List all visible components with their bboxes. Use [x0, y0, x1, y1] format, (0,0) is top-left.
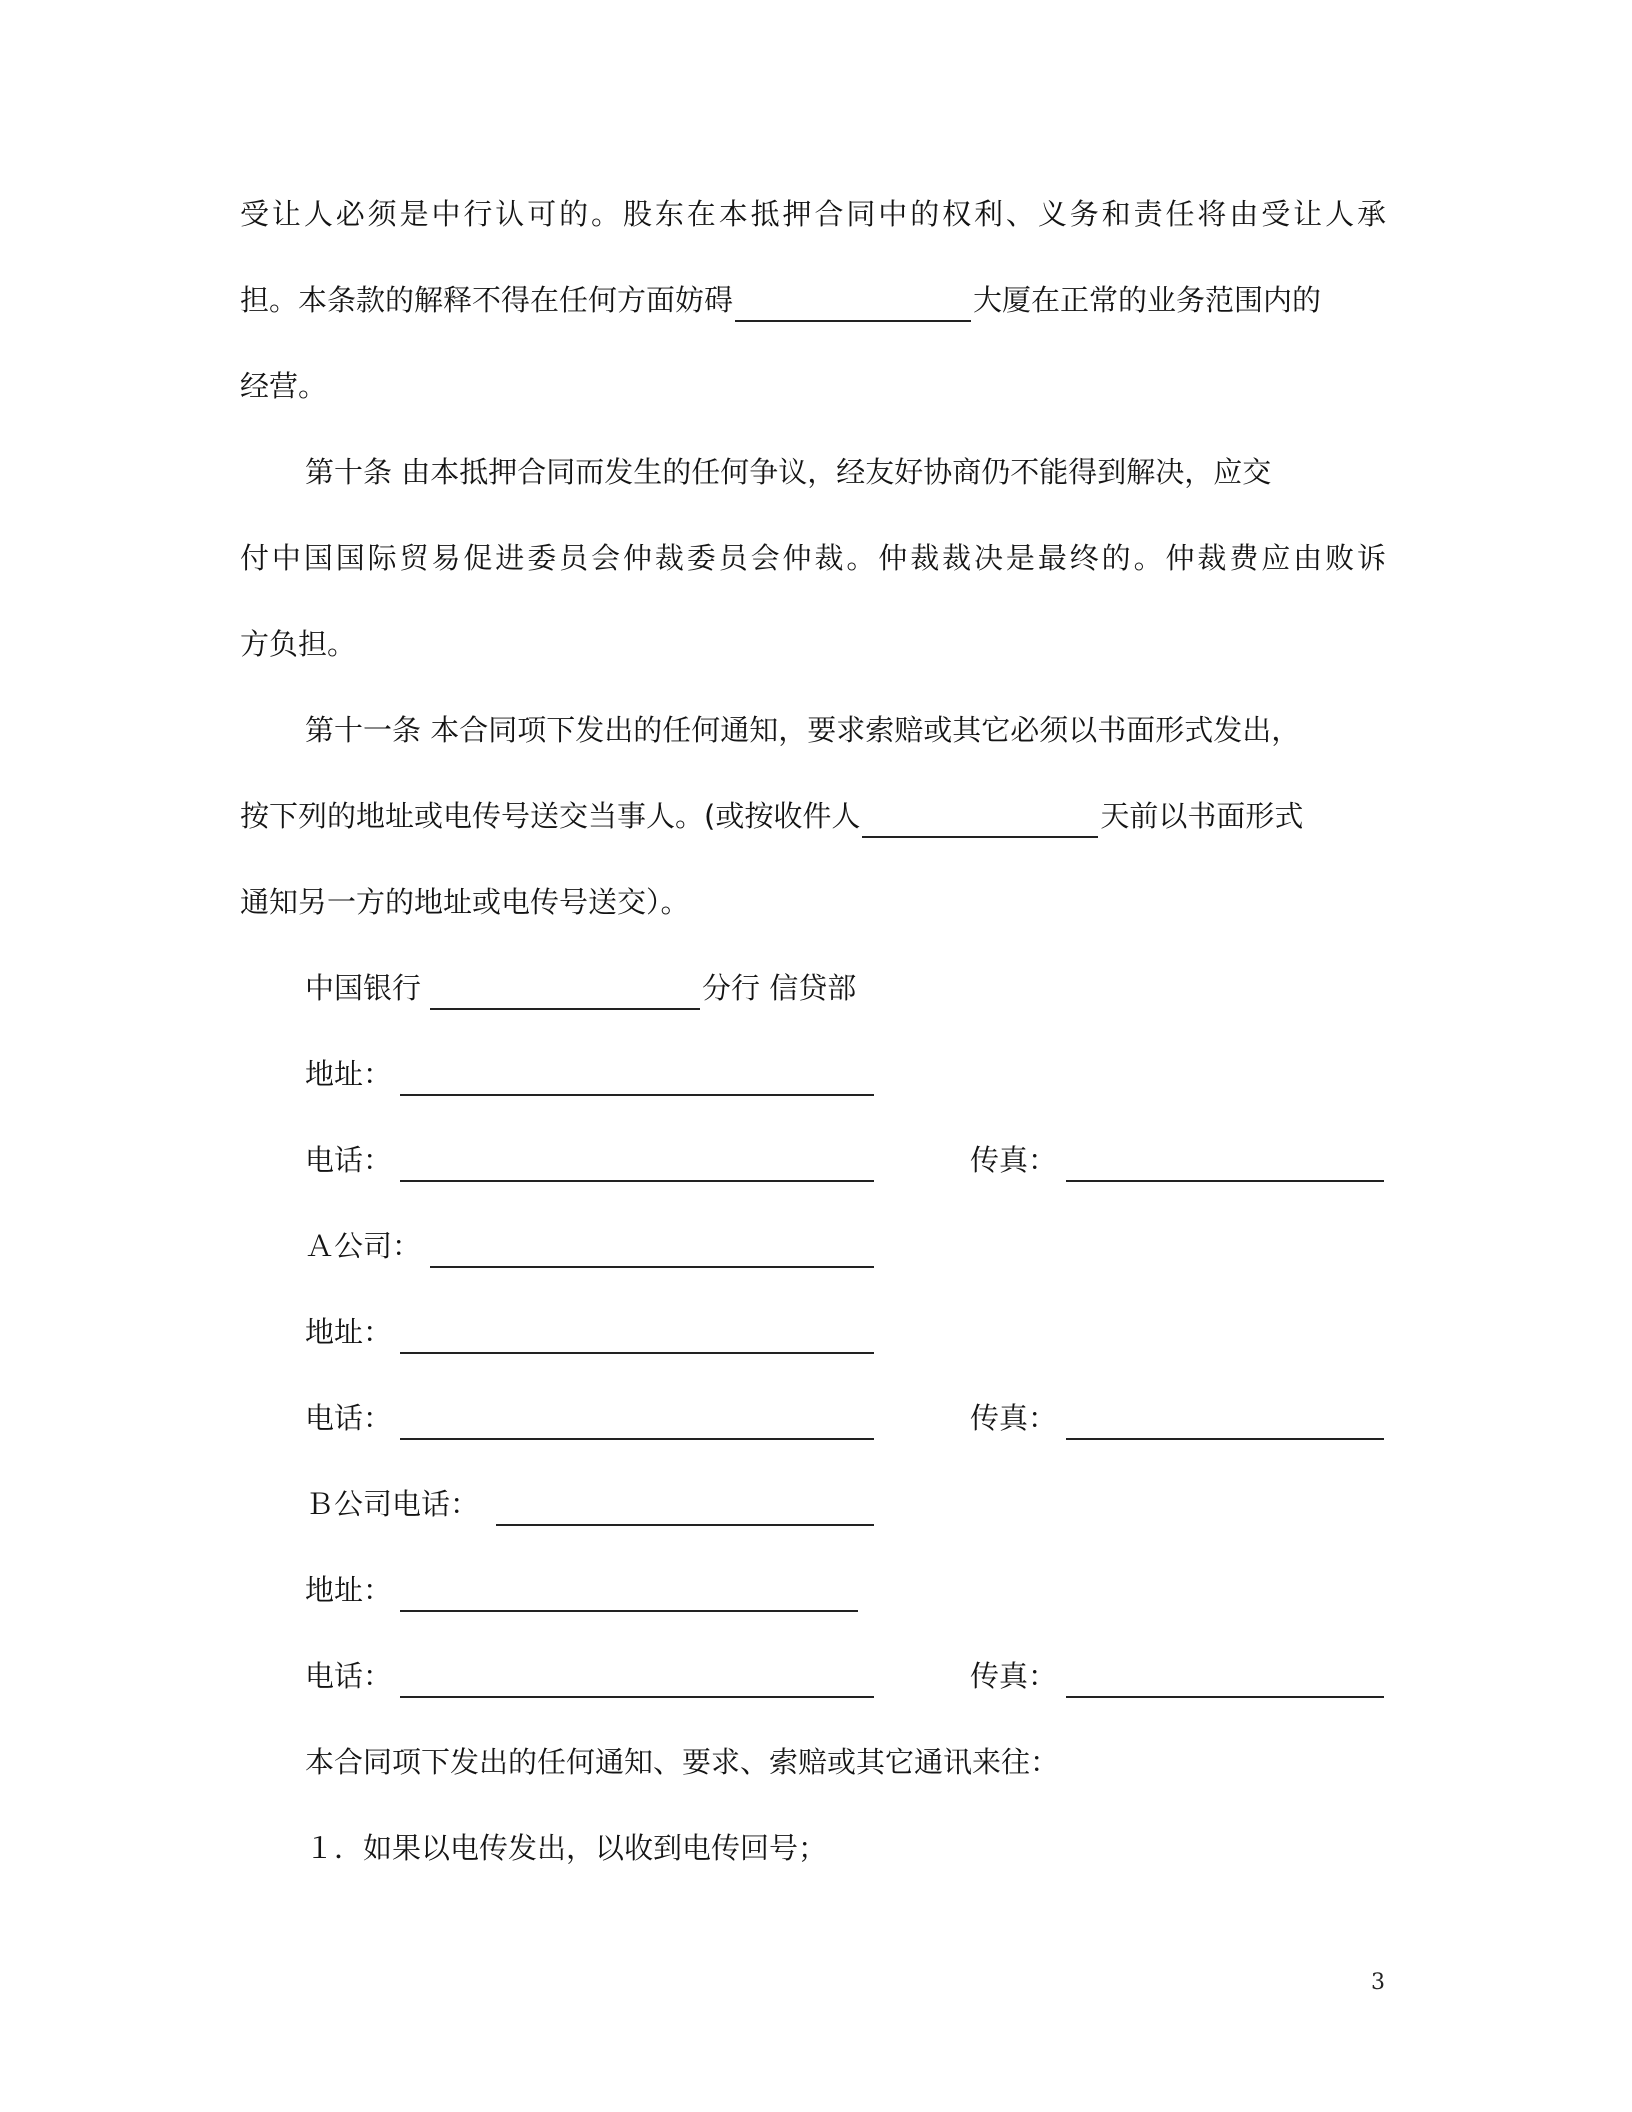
body-text-line [240, 794, 1386, 838]
clause-11-heading-line: 第十一条 本合同项下发出的任何通知，要求索赔或其它必须以书面形式发出， [305, 713, 1301, 747]
body-text-line: 付中国国际贸易促进委员会仲裁委员会仲裁。仲裁裁决是最终的。仲裁费应由败诉 [240, 541, 1386, 575]
body-text-segment: 按下列的地址或电传号送交当事人。(或按收件人 [240, 799, 861, 833]
body-text-segment: 大厦在正常的业务范围内的 [973, 283, 1322, 317]
company-b-fax-field[interactable] [1066, 1696, 1384, 1698]
company-b-phone-label: 电话： [305, 1659, 393, 1693]
body-text-line [240, 278, 1386, 322]
blank-line [862, 802, 1098, 838]
body-text-segment: 担。本条款的解释不得在任何方面妨碍 [240, 283, 734, 317]
bank-fax-label: 传真： [970, 1143, 1058, 1177]
closing-intro: 本合同项下发出的任何通知、要求、索赔或其它通讯来往： [305, 1745, 1060, 1779]
company-a-address-field[interactable] [400, 1352, 874, 1354]
company-a-fax-label: 传真： [970, 1401, 1058, 1435]
closing-item-1: １．如果以电传发出，以收到电传回号； [305, 1831, 828, 1865]
company-b-label: Ｂ公司电话： [305, 1487, 480, 1521]
bank-label: 中国银行 [305, 971, 422, 1005]
company-a-address-label: 地址： [305, 1315, 393, 1349]
bank-address-label: 地址： [305, 1057, 393, 1091]
company-b-address-label: 地址： [305, 1573, 393, 1607]
company-b-address-field[interactable] [400, 1610, 858, 1612]
company-a-field[interactable] [430, 1266, 874, 1268]
company-a-label: Ａ公司： [305, 1229, 422, 1263]
body-text-line: 受让人必须是中行认可的。股东在本抵押合同中的权利、义务和责任将由受让人承 [240, 197, 1386, 231]
body-text-line: 通知另一方的地址或电传号送交）。 [240, 885, 690, 919]
company-a-phone-label: 电话： [305, 1401, 393, 1435]
company-b-phone-field-top[interactable] [496, 1524, 874, 1526]
company-b-phone-field[interactable] [400, 1696, 874, 1698]
bank-department-label: 分行 信贷部 [702, 971, 857, 1005]
body-text-segment: 天前以书面形式 [1100, 799, 1304, 833]
bank-branch-field[interactable] [430, 1008, 700, 1010]
bank-phone-field[interactable] [400, 1180, 874, 1182]
page-number: 3 [1371, 1970, 1385, 1995]
body-text-line: 经营。 [240, 369, 328, 403]
company-a-fax-field[interactable] [1066, 1438, 1384, 1440]
company-a-phone-field[interactable] [400, 1438, 874, 1440]
bank-fax-field[interactable] [1066, 1180, 1384, 1182]
company-b-fax-label: 传真： [970, 1659, 1058, 1693]
bank-address-field[interactable] [400, 1094, 874, 1096]
blank-line [735, 286, 971, 322]
body-text-line: 方负担。 [240, 627, 357, 661]
clause-10-heading-line: 第十条 由本抵押合同而发生的任何争议，经友好协商仍不能得到解决，应交 [305, 455, 1272, 489]
bank-phone-label: 电话： [305, 1143, 393, 1177]
